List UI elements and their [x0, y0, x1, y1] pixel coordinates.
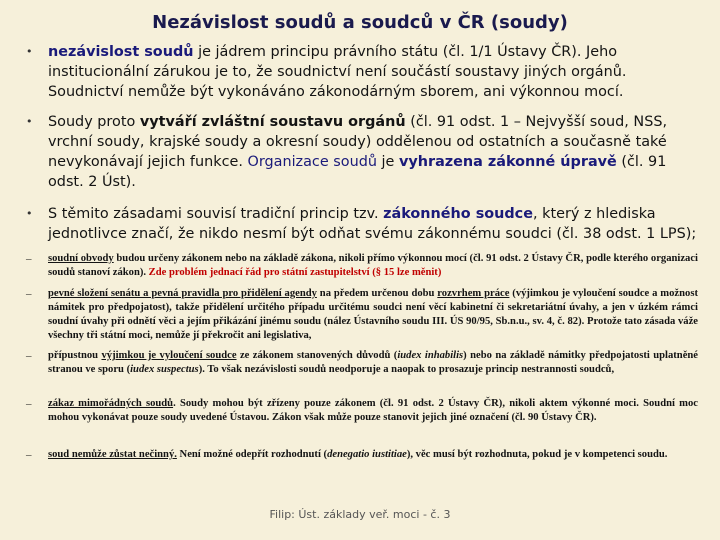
bullet-item-2 [26, 112, 698, 192]
dash-item-4 [26, 397, 698, 425]
bullet-item-1 [26, 42, 698, 102]
term-vyjimka [101, 350, 236, 361]
term-iudex-suspectus-text: iudex suspectus [130, 364, 199, 375]
dash-text-part: . Soudy mohou být zřízeny pouze zákonem (čl. 91 odst. 2 Ústavy ČR), nikoli aktem výkonné moci. Soudní moc mohou vykonávat pouze soudy uvedené Ústavou. Zákon však může pouze stanovit jejich jiné označení (čl. 90 Ústavy ČR). [48, 398, 699, 423]
dash-text [48, 397, 698, 425]
term-iudex-suspectus [130, 364, 199, 375]
term-pevne-slozeni [48, 288, 317, 299]
term-pevne-slozeni-text: pevné složení senátu a pevná pravidla pro přidělení agendy [48, 288, 317, 299]
bullet-marker: • [26, 207, 33, 220]
dash-marker: – [26, 253, 32, 265]
bullet-marker: • [26, 45, 33, 58]
dash-item-2 [26, 287, 698, 343]
problem-note: Zde problém jednací řád pro státní zastupitelství (§ 15 lze měnit) [148, 267, 442, 278]
dash-item-3 [26, 349, 698, 377]
term-vyjimka-text: výjimkou je vyloučení soudce [101, 350, 237, 361]
bullet-item-3 [26, 204, 698, 244]
bullet-text-part: (čl. 91 odst. 2 Úst). [48, 154, 667, 190]
term-soudni-obvody-text: soudní obvody [48, 253, 114, 264]
term-soustava: vytváří zvláštní soustavu orgánů [139, 114, 406, 130]
slide-footer: Filip: Úst. základy veř. moci - č. 3 [269, 508, 451, 521]
bullet-text-part: je [376, 154, 399, 170]
dash-marker: – [26, 288, 32, 300]
term-soudni-obvody [48, 253, 114, 264]
bullet-text [48, 42, 698, 102]
dash-text-part: ze zákonem stanovených důvodů ( [236, 350, 398, 361]
term-iudex-inhabilis [397, 350, 463, 361]
dash-text-part: přípustnou [48, 350, 102, 361]
dash-marker: – [26, 449, 32, 461]
bullet-text-rest: je jádrem principu právního státu (čl. 1/1 Ústavy ČR). Jeho institucionální zárukou je to, že soudnictví není součástí soustavy jiných orgánů. Soudnictví nemůže být vykonáváno zákonodárným sborem, ani výkonnou mocí. [48, 44, 627, 100]
bullet-text [48, 204, 698, 244]
term-zakonny-soudce: zákonného soudce [383, 206, 533, 222]
dash-text-part: ). To však nezávislosti soudů neodporuje a naopak to prosazuje princip nestrannosti soudců, [198, 364, 615, 375]
bullet-marker: • [26, 115, 33, 128]
dash-text-part: ), věc musí být rozhodnuta, pokud je v kompetenci soudu. [406, 449, 668, 460]
dash-text [48, 252, 698, 280]
term-necinny-text: soud nemůže zůstat nečinný. [48, 449, 177, 460]
dash-text-part: ) nebo na základě námitky předpojatosti uplatněné stranou ve sporu ( [48, 350, 698, 375]
term-denegatio [327, 449, 407, 460]
bullet-text-part: , který z hlediska jednotlivce značí, že nikdo nesmí být odňat svému zákonnému soudci (čl. 38 odst. 1 LPS); [48, 206, 697, 242]
bullet-text-part: (čl. 91 odst. 1 – Nejvyšší soud, NSS, vrchní soudy, krajské soudy a okresní soudy) oddělenou od ostatních a současně také nevykonávají jejich funkce. [48, 114, 668, 170]
term-vyhrazena: vyhrazena zákonné úpravě [398, 154, 617, 170]
dash-text [48, 349, 698, 377]
term-organizace: Organizace soudů [247, 154, 377, 170]
dash-text-part: na předem určenou dobu [316, 288, 438, 299]
dash-text [48, 287, 698, 343]
page-title: Nezávislost soudů a soudců v ČR (soudy) [152, 12, 568, 33]
dash-item-1 [26, 252, 698, 280]
term-zakaz-text: zákaz mimořádných soudů [48, 398, 174, 409]
term-iudex-inhabilis-text: iudex inhabilis [397, 350, 464, 361]
dash-marker: – [26, 398, 32, 410]
term-rozvrh [437, 288, 509, 299]
dash-text-part: budou určeny zákonem nebo na základě zákona, nikoli přímo výkonnou mocí (čl. 91 odst. 2 Ústavy ČR, podle kterého organizaci soudů stanoví zákon). [48, 253, 698, 278]
bullet-text-part: S těmito zásadami souvisí tradiční princip tzv. [48, 206, 384, 222]
term-nezavislost: nezávislost soudů [48, 44, 194, 60]
dash-marker: – [26, 350, 32, 362]
term-denegatio-text: denegatio iustitiae [327, 449, 407, 460]
term-necinny [48, 449, 177, 460]
bullet-text [48, 112, 698, 192]
dash-text-part: Není možné odepřít rozhodnutí ( [176, 449, 328, 460]
dash-item-5 [26, 448, 698, 462]
bullet-text-part: Soudy proto [48, 114, 140, 130]
dash-text-part: (výjimkou je vyloučení soudce a možnost námitek pro předpojatost), takže přidělení určitého případu určitému soudci není věcí kabinetní či sekretariátní úvahy, a jen v úzkém rámci soudní úvahy při odnětí věci a jejím přikázání jinému soudu (nález Ústavního soudu III. ÚS 90/95, Sb.n.u., sv. 4, č. 82). Protože tato zásada váže všechny tři státní moci, nemůže jí překročit ani legislativa, [48, 288, 698, 341]
dash-text [48, 448, 698, 462]
term-rozvrh-text: rozvrhem práce [437, 288, 510, 299]
term-zakaz [48, 398, 173, 409]
